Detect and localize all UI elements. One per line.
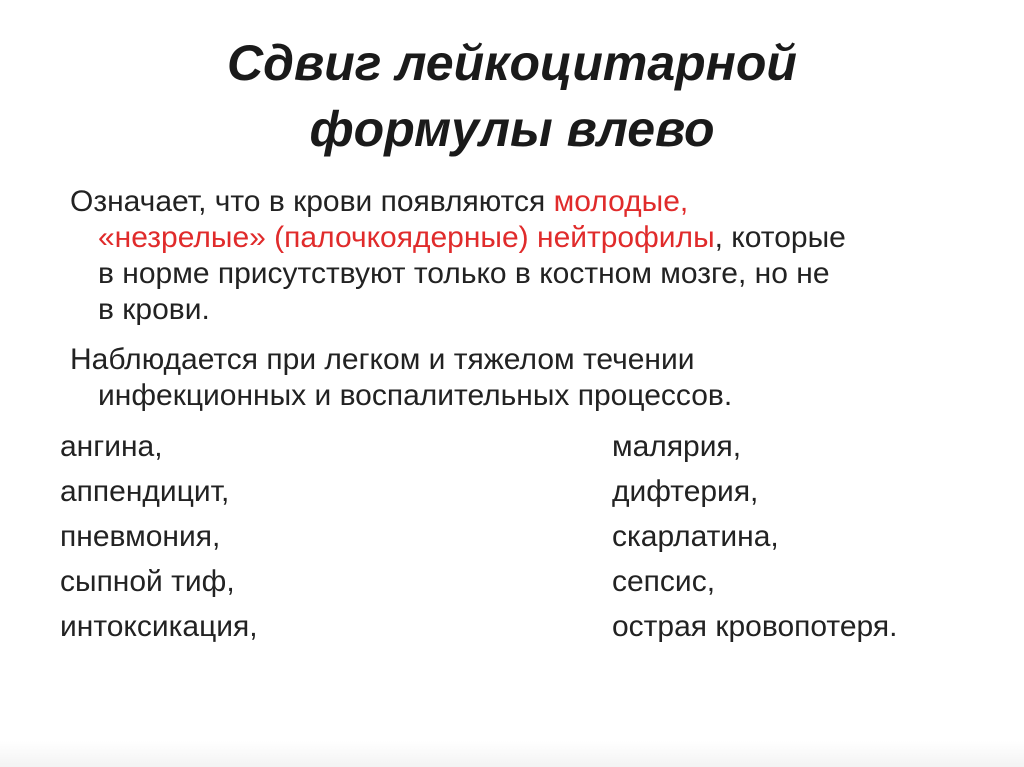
definition-text: Означает, что в крови появляются xyxy=(70,185,554,218)
highlight-young: молодые, xyxy=(553,185,689,218)
condition-item: сепсис, xyxy=(612,565,716,598)
highlight-immature-neutrophils: «незрелые» (палочкоядерные) нейтрофилы xyxy=(98,221,715,254)
observation-line-2: инфекционных и воспалительных процессов. xyxy=(98,379,733,412)
condition-item: дифтерия, xyxy=(612,475,759,508)
conditions-left-column xyxy=(60,424,258,649)
condition-item: скарлатина, xyxy=(612,520,779,553)
observation-paragraph xyxy=(70,342,970,414)
observation-line-1: Наблюдается при легком и тяжелом течении xyxy=(70,343,695,376)
definition-line-4: в крови. xyxy=(98,293,210,326)
definition-line-2 xyxy=(70,220,970,256)
condition-item: сыпной тиф, xyxy=(60,565,235,598)
title-line-2: формулы влево xyxy=(309,101,715,157)
condition-item: аппендицит, xyxy=(60,475,230,508)
condition-item: интоксикация, xyxy=(60,610,258,643)
definition-line-1 xyxy=(70,185,688,218)
definition-text: , которые xyxy=(714,221,846,254)
conditions-right-column xyxy=(612,424,897,649)
condition-item: малярия, xyxy=(612,430,742,463)
condition-item: ангина, xyxy=(60,430,163,463)
condition-item: пневмония, xyxy=(60,520,221,553)
title-line-1: Сдвиг лейкоцитарной xyxy=(227,35,797,91)
definition-paragraph xyxy=(70,184,970,328)
slide-title xyxy=(0,30,1024,162)
condition-item: острая кровопотеря. xyxy=(612,610,898,643)
definition-line-3: в норме присутствуют только в костном мозге, но не xyxy=(98,257,830,290)
